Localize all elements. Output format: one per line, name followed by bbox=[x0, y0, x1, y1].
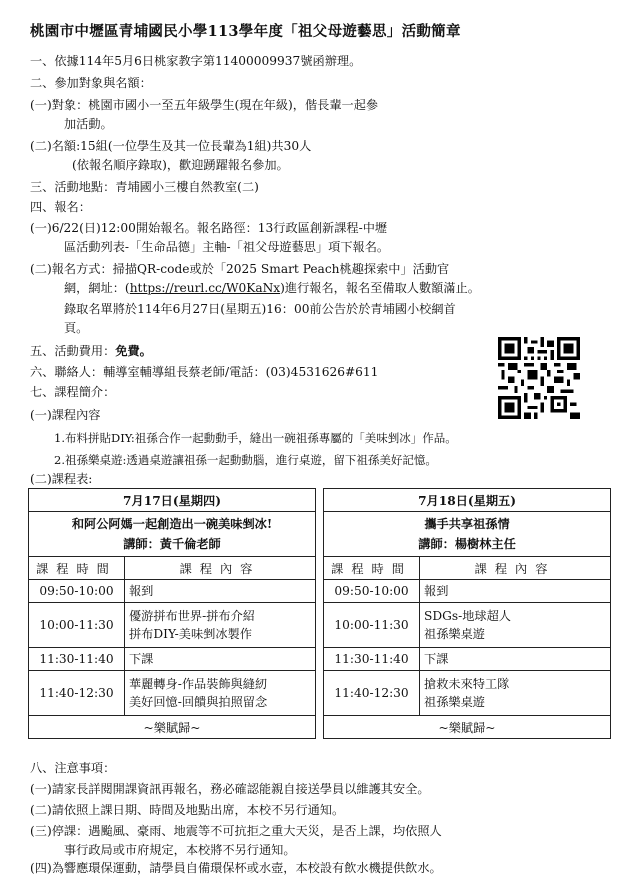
section-4-heading: 四、報名： bbox=[30, 200, 91, 214]
fee-value: 免費。 bbox=[115, 344, 152, 358]
fee-label: 五、活動費用： bbox=[30, 344, 116, 358]
note-3-line-1: (三)停課：遇颱風、豪雨、地震等不可抗拒之重大天災，是否上課，均依照人 bbox=[30, 824, 442, 838]
section-4-item-1-line-1: (一)6/22(日)12:00開始報名。報名路徑：13行政區創新課程-中壢 bbox=[30, 221, 388, 235]
section-7-heading: 七、課程簡介： bbox=[30, 385, 116, 399]
day2-footer: ~樂賦歸~ bbox=[324, 716, 611, 739]
document-title: 桃園市中壢區青埔國民小學113學年度「祖父母遊藝思」活動簡章 bbox=[30, 23, 461, 40]
url-suffix: )進行報名，報名至備取人數額滿止。 bbox=[280, 281, 480, 295]
day1-col-content: 課程內容 bbox=[125, 557, 316, 580]
registration-link[interactable]: https://reurl.cc/W0KaNx bbox=[129, 281, 281, 295]
day1-time: 11:30-11:40 bbox=[29, 648, 125, 671]
activity-text: 搶救未來特工隊 bbox=[424, 677, 510, 691]
day1-activity bbox=[125, 648, 316, 671]
day2-time: 11:40-12:30 bbox=[324, 671, 420, 716]
qr-code-icon[interactable] bbox=[498, 337, 580, 419]
note-1: (一)請家長詳閱開課資訊再報名，務必確認能親自接送學員以維護其安全。 bbox=[30, 782, 430, 796]
day2-col-content: 課程內容 bbox=[420, 557, 611, 580]
activity-text: SDGs-地球超人 bbox=[424, 609, 511, 623]
day2-col-time: 課程時間 bbox=[324, 557, 420, 580]
section-1-basis: 一、依據114年5月6日桃家教字第11400009937號函辦理。 bbox=[30, 54, 362, 68]
section-2-item-2-line-2: (依報名順序錄取)，歡迎踴躍報名參加。 bbox=[72, 158, 289, 172]
note-4: (四)為響應環保運動，請學員自備環保杯或水壺，本校設有飲水機提供飲水。 bbox=[30, 861, 442, 875]
section-3-location: 三、活動地點：青埔國小三樓自然教室(二) bbox=[30, 180, 259, 194]
section-2-item-2-line-1: (二)名額:15組(一位學生及其一位長輩為1組)共30人 bbox=[30, 139, 312, 153]
activity-text: 祖孫樂桌遊 bbox=[424, 627, 485, 641]
section-2-item-1-line-2: 加活動。 bbox=[64, 117, 113, 131]
section-8-heading: 八、注意事項： bbox=[30, 761, 116, 775]
day1-time: 09:50-10:00 bbox=[29, 580, 125, 603]
day2-time: 10:00-11:30 bbox=[324, 603, 420, 648]
note-3-line-2: 事行政局或市府規定，本校將不另行通知。 bbox=[64, 843, 296, 857]
day1-theme: 和阿公阿媽一起創造出一碗美味剉冰! bbox=[71, 517, 273, 531]
url-prefix: 網，網址：( bbox=[64, 281, 130, 295]
day2-time: 11:30-11:40 bbox=[324, 648, 420, 671]
table-row bbox=[29, 603, 611, 648]
section-4-item-2-line-1: (二)報名方式：掃描QR-code或於「2025 Smart Peach桃趣探索中」活動官 bbox=[30, 262, 450, 276]
day2-theme: 攜手共享祖孫情 bbox=[424, 517, 510, 531]
day1-activity bbox=[125, 580, 316, 603]
schedule-table bbox=[28, 488, 611, 739]
section-7-item-1: (一)課程內容 bbox=[30, 408, 101, 422]
day1-time: 11:40-12:30 bbox=[29, 671, 125, 716]
activity-text: 祖孫樂桌遊 bbox=[424, 695, 485, 709]
day2-date: 7月18日(星期五) bbox=[324, 489, 611, 512]
section-4-item-2-line-2 bbox=[64, 278, 480, 298]
activity-text: 下課 bbox=[129, 652, 154, 666]
activity-text: 美好回憶-回饋與拍照留念 bbox=[129, 695, 268, 709]
activity-text: 下課 bbox=[424, 652, 449, 666]
day2-time: 09:50-10:00 bbox=[324, 580, 420, 603]
activity-text: 拼布DIY-美味剉冰製作 bbox=[129, 627, 252, 641]
activity-text: 報到 bbox=[129, 584, 154, 598]
day2-theme-cell bbox=[324, 512, 611, 557]
table-row bbox=[29, 648, 611, 671]
day2-activity bbox=[420, 580, 611, 603]
section-7-item-2: (二)課程表: bbox=[30, 472, 93, 486]
section-2-item-1-line-1: (一)對象：桃園市國小一至五年級學生(現在年級)，偕長輩一起參 bbox=[30, 98, 379, 112]
day1-teacher: 講師：黃千倫老師 bbox=[123, 537, 221, 551]
activity-text: 優游拼布世界-拼布介紹 bbox=[129, 609, 255, 623]
activity-text: 華麗轉身-作品裝飾與縫紉 bbox=[129, 677, 268, 691]
section-6-contact: 六、聯絡人：輔導室輔導組長蔡老師/電話：(03)4531626#611 bbox=[30, 365, 379, 379]
day1-col-time: 課程時間 bbox=[29, 557, 125, 580]
day1-theme-cell bbox=[29, 512, 316, 557]
section-5-fee bbox=[30, 341, 152, 361]
day1-footer: ~樂賦歸~ bbox=[29, 716, 316, 739]
section-4-item-2-line-4: 頁。 bbox=[64, 321, 89, 335]
day2-activity bbox=[420, 671, 611, 716]
section-2-heading: 二、參加對象與名額： bbox=[30, 76, 152, 90]
day1-activity bbox=[125, 671, 316, 716]
day2-teacher: 講師：楊樹林主任 bbox=[418, 537, 516, 551]
note-2: (二)請依照上課日期、時間及地點出席，本校不另行通知。 bbox=[30, 803, 345, 817]
section-4-item-1-line-2: 區活動列表-「生命品德」主軸-「祖父母遊藝思」項下報名。 bbox=[64, 240, 390, 254]
table-row bbox=[29, 671, 611, 716]
day1-date: 7月17日(星期四) bbox=[29, 489, 316, 512]
day1-time: 10:00-11:30 bbox=[29, 603, 125, 648]
day1-activity bbox=[125, 603, 316, 648]
activity-text: 報到 bbox=[424, 584, 449, 598]
day2-activity bbox=[420, 648, 611, 671]
table-row bbox=[29, 580, 611, 603]
section-4-item-2-line-3: 錄取名單將於114年6月27日(星期五)16：00前公告於於青埔國小校網首 bbox=[64, 302, 456, 316]
course-item-1: 1.布料拼貼DIY:祖孫合作一起動動手，縫出一碗祖孫專屬的「美味剉冰」作品。 bbox=[54, 431, 457, 445]
day2-activity bbox=[420, 603, 611, 648]
course-item-2: 2.祖孫樂桌遊:透過桌遊讓祖孫一起動動腦，進行桌遊，留下祖孫美好記憶。 bbox=[54, 453, 437, 467]
